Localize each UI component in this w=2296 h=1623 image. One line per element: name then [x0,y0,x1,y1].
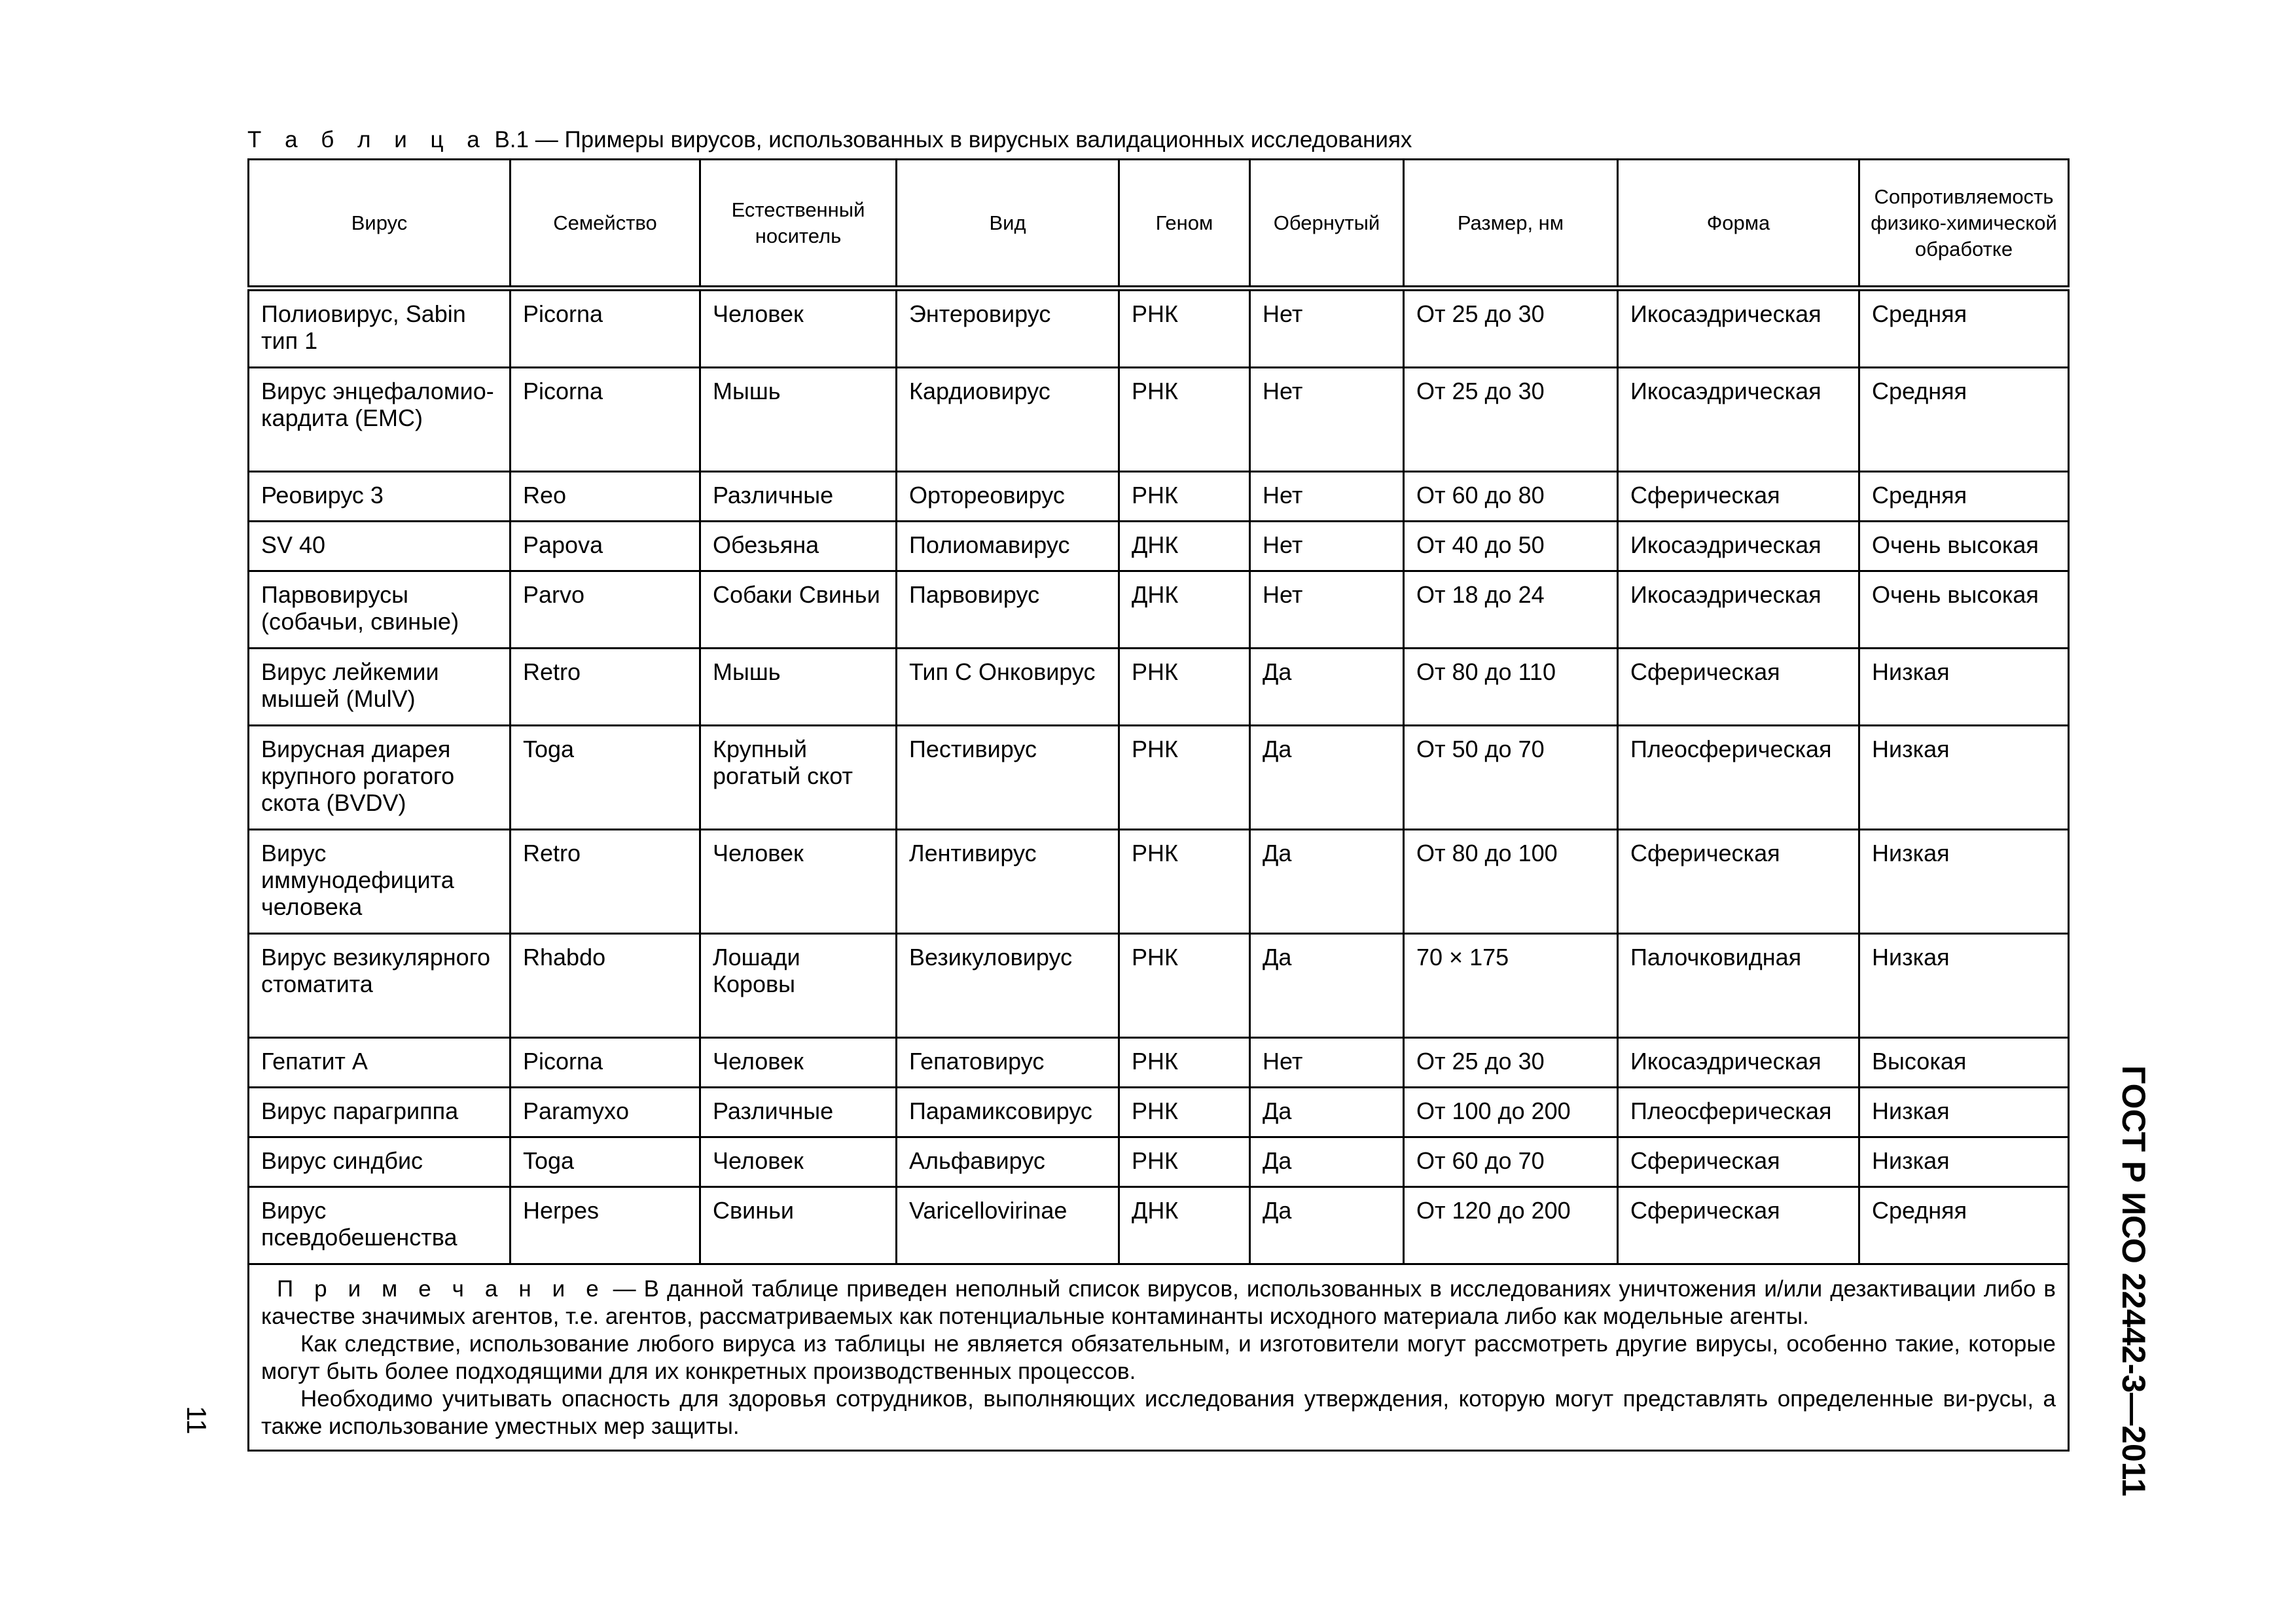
cell-enveloped: Да [1250,934,1404,1038]
cell-shape: Сферическая [1618,830,1859,934]
cell-virus: Вирус псевдобешенства [249,1187,511,1264]
cell-size: От 120 до 200 [1404,1187,1618,1264]
cell-enveloped: Да [1250,726,1404,830]
cell-resistance: Низкая [1859,649,2069,726]
cell-enveloped: Нет [1250,1038,1404,1088]
table-row [249,522,2069,571]
cell-virus: Вирус энцефаломио-кардита (ЕМС) [249,368,511,472]
cell-genus: Альфавирус [897,1137,1119,1187]
cell-size: От 50 до 70 [1404,726,1618,830]
cell-virus: Вирусная диарея крупного рогатого скота (BVDV) [249,726,511,830]
cell-family: Rhabdo [511,934,700,1038]
cell-resistance: Средняя [1859,289,2069,368]
cell-host: Различные [700,1088,897,1137]
cell-enveloped: Да [1250,1088,1404,1137]
cell-enveloped: Нет [1250,522,1404,571]
cell-genome: РНК [1119,726,1250,830]
cell-host: Мышь [700,368,897,472]
cell-shape: Сферическая [1618,472,1859,522]
table-caption [247,124,2080,156]
cell-virus: Полиовирус, Sabin тип 1 [249,289,511,368]
cell-enveloped: Нет [1250,368,1404,472]
table-row [249,289,2069,368]
cell-genus: Парвовирус [897,571,1119,649]
cell-genus: Varicellovirinae [897,1187,1119,1264]
cell-virus: Вирус лейкемии мышей (MulV) [249,649,511,726]
cell-genus: Везикуловирус [897,934,1119,1038]
table-row [249,368,2069,472]
cell-enveloped: Да [1250,830,1404,934]
cell-shape: Сферическая [1618,1187,1859,1264]
cell-shape: Икосаэдрическая [1618,1038,1859,1088]
cell-family: Retro [511,649,700,726]
cell-shape: Икосаэдрическая [1618,289,1859,368]
table-row [249,1137,2069,1187]
cell-shape: Сферическая [1618,1137,1859,1187]
cell-host: Обезьяна [700,522,897,571]
cell-resistance: Низкая [1859,934,2069,1038]
table-note-row [249,1264,2069,1451]
cell-enveloped: Да [1250,1137,1404,1187]
table-row [249,726,2069,830]
table-row [249,1187,2069,1264]
cell-genus: Лентивирус [897,830,1119,934]
cell-shape: Икосаэдрическая [1618,571,1859,649]
cell-resistance: Высокая [1859,1038,2069,1088]
note-text-1: — В данной таблице приведен неполный список вирусов, использованных в исследованиях уничтожения и/или дезактивации либо в качестве значимых агентов, т.е. агентов, рассматриваемых как потенциальные контаминанты исходного материала либо как модельные агенты. [261,1276,2056,1329]
cell-genome: РНК [1119,368,1250,472]
note-paragraph-1 [261,1275,2056,1330]
cell-size: От 100 до 200 [1404,1088,1618,1137]
cell-size: От 25 до 30 [1404,289,1618,368]
virus-table [247,158,2070,1452]
header-natural-host: Естественный носитель [700,160,897,289]
cell-genus: Полиомавирус [897,522,1119,571]
header-shape: Форма [1618,160,1859,289]
cell-host: Различные [700,472,897,522]
cell-resistance: Очень высокая [1859,571,2069,649]
cell-host: Человек [700,1038,897,1088]
cell-genome: РНК [1119,289,1250,368]
standard-designation: ГОСТ Р ИСО 22442-3—2011 [2115,1065,2152,1497]
table-row [249,571,2069,649]
table-row [249,934,2069,1038]
cell-resistance: Средняя [1859,472,2069,522]
cell-genome: РНК [1119,472,1250,522]
cell-size: От 25 до 30 [1404,368,1618,472]
cell-genome: РНК [1119,1137,1250,1187]
table-row [249,1088,2069,1137]
cell-virus: Парвовирусы (собачьи, свиные) [249,571,511,649]
cell-shape: Палочковидная [1618,934,1859,1038]
header-enveloped: Обернутый [1250,160,1404,289]
cell-family: Retro [511,830,700,934]
cell-virus: Вирус везикулярного стоматита [249,934,511,1038]
cell-genome: РНК [1119,1038,1250,1088]
table-note [249,1264,2069,1451]
cell-size: От 80 до 110 [1404,649,1618,726]
cell-virus: Вирус иммунодефицита человека [249,830,511,934]
cell-host: Человек [700,289,897,368]
cell-resistance: Низкая [1859,1088,2069,1137]
cell-host: Мышь [700,649,897,726]
cell-enveloped: Нет [1250,472,1404,522]
cell-shape: Икосаэдрическая [1618,522,1859,571]
cell-shape: Сферическая [1618,649,1859,726]
cell-size: От 60 до 80 [1404,472,1618,522]
cell-size: 70 × 175 [1404,934,1618,1038]
table-header-row [249,160,2069,289]
cell-genome: РНК [1119,830,1250,934]
cell-genome: ДНК [1119,1187,1250,1264]
cell-family: Reo [511,472,700,522]
cell-host: Крупный рогатый скот [700,726,897,830]
cell-enveloped: Нет [1250,289,1404,368]
cell-host: Собаки Свиньи [700,571,897,649]
cell-family: Picorna [511,289,700,368]
cell-resistance: Низкая [1859,830,2069,934]
note-label: П р и м е ч а н и е [277,1276,605,1302]
table-row [249,830,2069,934]
cell-family: Toga [511,726,700,830]
cell-size: От 80 до 100 [1404,830,1618,934]
cell-family: Toga [511,1137,700,1187]
cell-shape: Плеосферическая [1618,1088,1859,1137]
header-size: Размер, нм [1404,160,1618,289]
cell-genus: Тип С Онковирус [897,649,1119,726]
cell-enveloped: Да [1250,649,1404,726]
note-paragraph-3: Необходимо учитывать опасность для здоровья сотрудников, выполняющих исследования утверждения, которую могут представлять определенные ви-русы, а также использование уместных мер защиты. [261,1386,2056,1439]
cell-size: От 18 до 24 [1404,571,1618,649]
cell-virus: Реовирус 3 [249,472,511,522]
cell-family: Parvo [511,571,700,649]
cell-family: Paramyxo [511,1088,700,1137]
cell-genome: ДНК [1119,522,1250,571]
header-family: Семейство [511,160,700,289]
header-resistance: Сопротивляемость физико-химической обработке [1859,160,2069,289]
table-row [249,649,2069,726]
cell-shape: Плеосферическая [1618,726,1859,830]
cell-size: От 25 до 30 [1404,1038,1618,1088]
cell-resistance: Очень высокая [1859,522,2069,571]
cell-genus: Парамиксовирус [897,1088,1119,1137]
cell-genome: РНК [1119,649,1250,726]
cell-genome: РНК [1119,934,1250,1038]
cell-resistance: Средняя [1859,368,2069,472]
cell-virus: Гепатит А [249,1038,511,1088]
cell-genus: Ортореовирус [897,472,1119,522]
cell-family: Picorna [511,1038,700,1088]
cell-family: Picorna [511,368,700,472]
table-caption-text: В.1 — Примеры вирусов, использованных в вирусных валидационных исследованиях [488,127,1412,152]
table-row [249,1038,2069,1088]
cell-size: От 40 до 50 [1404,522,1618,571]
cell-genus: Энтеровирус [897,289,1119,368]
cell-enveloped: Да [1250,1187,1404,1264]
header-virus: Вирус [249,160,511,289]
cell-genus: Гепатовирус [897,1038,1119,1088]
cell-virus: Вирус синдбис [249,1137,511,1187]
note-paragraph-2: Как следствие, использование любого вируса из таблицы не является обязательным, и изготовители могут рассмотреть другие вирусы, особенно такие, которые могут быть более подходящими для их конкретных производственных процессов. [261,1331,2056,1384]
header-genus: Вид [897,160,1119,289]
cell-family: Papova [511,522,700,571]
page-number: 11 [181,1406,212,1435]
cell-virus: SV 40 [249,522,511,571]
cell-shape: Икосаэдрическая [1618,368,1859,472]
cell-genome: ДНК [1119,571,1250,649]
table-row [249,472,2069,522]
cell-genus: Кардиовирус [897,368,1119,472]
cell-host: Лошади Коровы [700,934,897,1038]
cell-host: Человек [700,1137,897,1187]
cell-resistance: Средняя [1859,1187,2069,1264]
cell-genome: РНК [1119,1088,1250,1137]
cell-enveloped: Нет [1250,571,1404,649]
table-caption-label: Т а б л и ц а [247,127,488,152]
cell-host: Свиньи [700,1187,897,1264]
cell-resistance: Низкая [1859,726,2069,830]
cell-genus: Пестивирус [897,726,1119,830]
cell-family: Herpes [511,1187,700,1264]
cell-virus: Вирус парагриппа [249,1088,511,1137]
cell-host: Человек [700,830,897,934]
header-genome: Геном [1119,160,1250,289]
cell-resistance: Низкая [1859,1137,2069,1187]
cell-size: От 60 до 70 [1404,1137,1618,1187]
